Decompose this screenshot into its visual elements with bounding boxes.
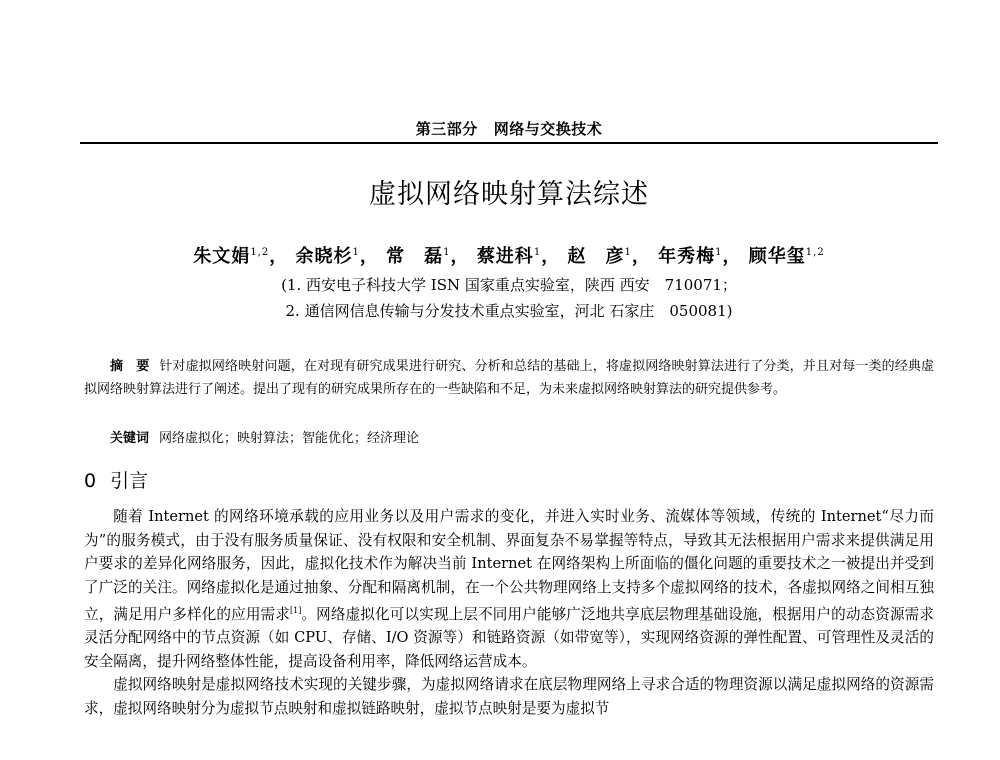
author: 朱文娟$^{1,2}$， xyxy=(193,246,289,267)
header-part: 第三部分 xyxy=(415,120,478,138)
author: 年秀梅$^1$， xyxy=(658,246,742,267)
abstract-text: 针对虚拟网络映射问题，在对现有研究成果进行研究、分析和总结的基础上，将虚拟网络映射算法进行了分类，并且对每一类的经典虚拟网络映射算法进行了阐述。提出了现有的研究成果所存在的一些缺陷和不足，为未来虚拟网络映射算法的研究提供参考。 xyxy=(84,359,934,397)
body-text xyxy=(84,505,934,720)
running-header xyxy=(80,118,938,139)
keywords-label: 关键词 xyxy=(110,431,150,446)
section-number: 0 xyxy=(84,470,97,492)
abstract-label: 摘 要 xyxy=(110,359,150,374)
author: 常 磊$^1$， xyxy=(386,246,470,267)
paragraph: 随着 Internet 的网络环境承载的应用业务以及用户需求的变化，并进入实时业务、流媒体等领域，传统的 Internet“尽力而为”的服务模式，由于没有服务质量保证、没有权限和安全机制、界面复杂不易掌握等特点，导致其无法根据用户需求来提供满足用户要求的差异化网络服务，因此，虚拟化技术作为解决当前 Internet 在网络架构上所面临的僵化问题的重要技术之一被提出并受到了广泛的关注。网络虚拟化是通过抽象、分配和隔离机制，在一个公共物理网络上支持多个虚拟网络的技术，各虚拟网络之间相互独立，满足用户多样化的应用需求[1]。网络虚拟化可以实现上层不同用户能够广泛地共享底层物理基础设施，根据用户的动态资源需求灵活分配网络中的节点资源（如 CPU、存储、I/O 资源等）和链路资源（如带宽等），实现网络资源的弹性配置、可管理性及灵活的安全隔离，提升网络整体性能，提高设备利用率，降低网络运营成本。 xyxy=(84,508,934,670)
abstract xyxy=(84,355,934,401)
paragraph: 虚拟网络映射是虚拟网络技术实现的关键步骤，为虚拟网络请求在底层物理网络上寻求合适的物理资源以满足虚拟网络的资源需求，虚拟网络映射分为虚拟节点映射和虚拟链路映射，虚拟节点映射是要为虚拟节 xyxy=(84,676,934,717)
section-title: 引言 xyxy=(110,470,149,492)
affiliation-1: (1. 西安电子科技大学 ISN 国家重点实验室，陕西 西安 710071； xyxy=(281,276,737,294)
author: 顾华玺$^{1,2}$ xyxy=(748,246,825,267)
author: 余晓杉$^1$， xyxy=(295,246,379,267)
keywords xyxy=(84,428,934,450)
section-heading xyxy=(84,466,148,493)
header-rule xyxy=(80,142,938,144)
author-list xyxy=(80,242,938,268)
author: 赵 彦$^1$， xyxy=(567,246,651,267)
header-topic: 网络与交换技术 xyxy=(493,120,603,138)
paper-title: 虚拟网络映射算法综述 xyxy=(369,179,649,210)
author: 蔡进科$^1$， xyxy=(476,246,561,267)
keywords-text: 网络虚拟化；映射算法；智能优化；经济理论 xyxy=(159,431,420,446)
affiliation-2: 2. 通信网信息传输与分发技术重点实验室，河北 石家庄 050081) xyxy=(285,302,733,320)
citation[interactable]: [1] xyxy=(289,606,302,615)
